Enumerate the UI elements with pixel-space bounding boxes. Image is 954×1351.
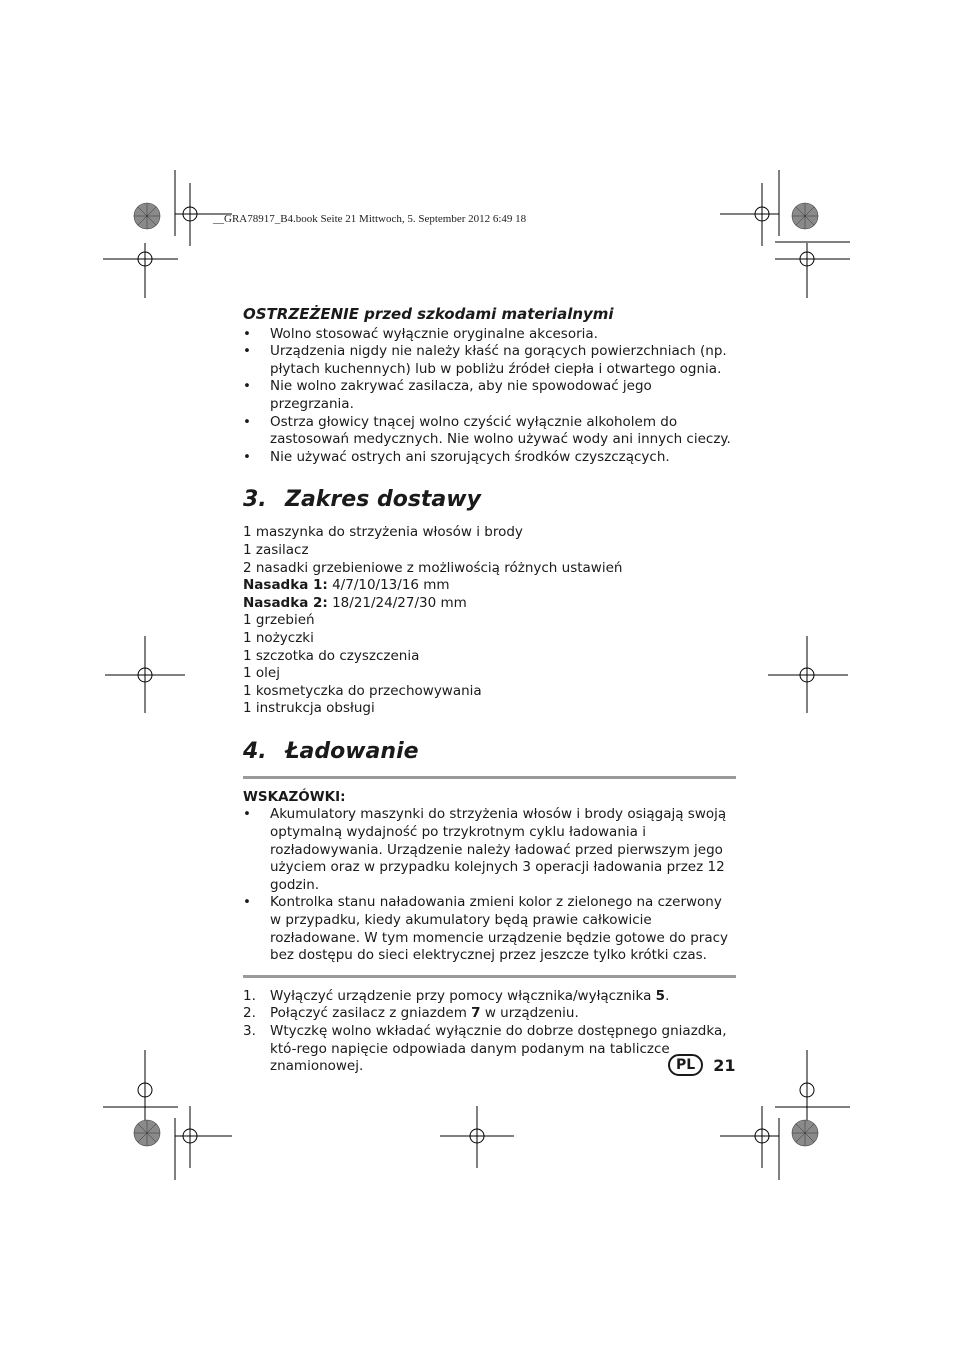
notes-title: WSKAZÓWKI: xyxy=(243,788,346,805)
step-text-after: . xyxy=(665,987,670,1004)
steps-list xyxy=(243,988,736,1076)
warning-item: • Ostrza głowicy tnącej wolno czyścić wyłącznie alkoholem do zastosowań medycznych. Nie wolno używać wody ani innych cieczy. xyxy=(243,414,736,449)
step-ref: 7 xyxy=(471,1005,481,1022)
step-text: Wtyczkę wolno wkładać wyłącznie do dobrze dostępnego gniazdka, któ-rego napięcie odpowiada danym podanym na tabliczce znamionowej. xyxy=(270,1023,727,1075)
page-content xyxy=(243,300,736,1076)
page-footer xyxy=(668,1054,735,1076)
warning-item: • Wolno stosować wyłącznie oryginalne akcesoria. xyxy=(243,326,736,344)
step-text-after: w urządzeniu. xyxy=(480,1005,579,1022)
warning-title: OSTRZEŻENIE przed szkodami materialnymi xyxy=(243,305,614,323)
step-number: 3. xyxy=(243,1023,256,1039)
step-item xyxy=(243,1023,736,1076)
divider xyxy=(243,776,736,779)
warning-list xyxy=(243,326,736,467)
delivery-list xyxy=(243,524,736,718)
step-number: 2. xyxy=(243,1005,256,1022)
step-item xyxy=(243,1005,736,1023)
section-3-heading xyxy=(243,486,736,514)
delivery-item: 1 kosmetyczka do przechowywania xyxy=(243,682,482,699)
language-badge: PL xyxy=(668,1054,703,1076)
note-item: • Akumulatory maszynki do strzyżenia włosów i brody osiągają swoją optymalną wydajność po trzykrotnym cyklu ładowania i rozładowywania. Urządzenie należy ładować przed pierwszym jego użyciem oraz w przypadku kolejnych 3 operacji ładowania przez 12 godzin. xyxy=(243,806,736,894)
warning-item: • Nie wolno zakrywać zasilacza, aby nie spowodować jego przegrzania. xyxy=(243,378,736,413)
delivery-item: 1 szczotka do czyszczenia xyxy=(243,647,420,664)
attachment-2-line xyxy=(243,595,736,613)
warning-item: • Urządzenia nigdy nie należy kłaść na gorących powierzchniach (np. płytach kuchennych) lub w pobliżu źródeł ciepła i otwartego ognia. xyxy=(243,343,736,378)
step-item xyxy=(243,988,736,1006)
attachment-value: 4/7/10/13/16 mm xyxy=(327,577,450,594)
section-number: 3. xyxy=(243,487,267,513)
delivery-item: 1 grzebień xyxy=(243,612,315,629)
delivery-item: 1 nożyczki xyxy=(243,629,314,646)
print-header: __GRA78917_B4.book Seite 21 Mittwoch, 5. September 2012 6:49 18 xyxy=(213,213,527,225)
attachment-label: Nasadka 2: xyxy=(243,594,328,611)
delivery-item: 2 nasadki grzebieniowe z możliwością różnych ustawień xyxy=(243,559,623,576)
delivery-item: 1 olej xyxy=(243,665,280,682)
attachment-1-line xyxy=(243,577,736,595)
section-number: 4. xyxy=(243,738,267,764)
page-number: 21 xyxy=(713,1055,736,1075)
notes-list xyxy=(243,806,736,964)
delivery-item: 1 zasilacz xyxy=(243,541,309,558)
attachment-value: 18/21/24/27/30 mm xyxy=(327,594,467,611)
step-number: 1. xyxy=(243,987,256,1004)
warning-item: • Nie używać ostrych ani szorujących środków czyszczących. xyxy=(243,449,736,467)
delivery-item: 1 instrukcja obsługi xyxy=(243,700,375,717)
step-ref: 5 xyxy=(655,987,666,1004)
note-item: • Kontrolka stanu naładowania zmieni kolor z zielonego na czerwony w przypadku, kiedy akumulatory będą prawie całkowicie rozładowane. W tym momencie urządzenie będzie gotowe do pracy bez dostępu do sieci elektrycznej przez jeszcze tylko krótki czas. xyxy=(243,894,736,964)
attachment-label: Nasadka 1: xyxy=(243,577,328,594)
section-title: Ładowanie xyxy=(285,738,419,764)
section-4-heading xyxy=(243,738,736,766)
section-title: Zakres dostawy xyxy=(285,487,481,513)
delivery-item: 1 maszynka do strzyżenia włosów i brody xyxy=(243,524,523,541)
divider xyxy=(243,975,736,978)
step-text: Wyłączyć urządzenie przy pomocy włącznika/wyłącznika xyxy=(270,987,656,1004)
step-text: Połączyć zasilacz z gniazdem xyxy=(270,1005,472,1022)
